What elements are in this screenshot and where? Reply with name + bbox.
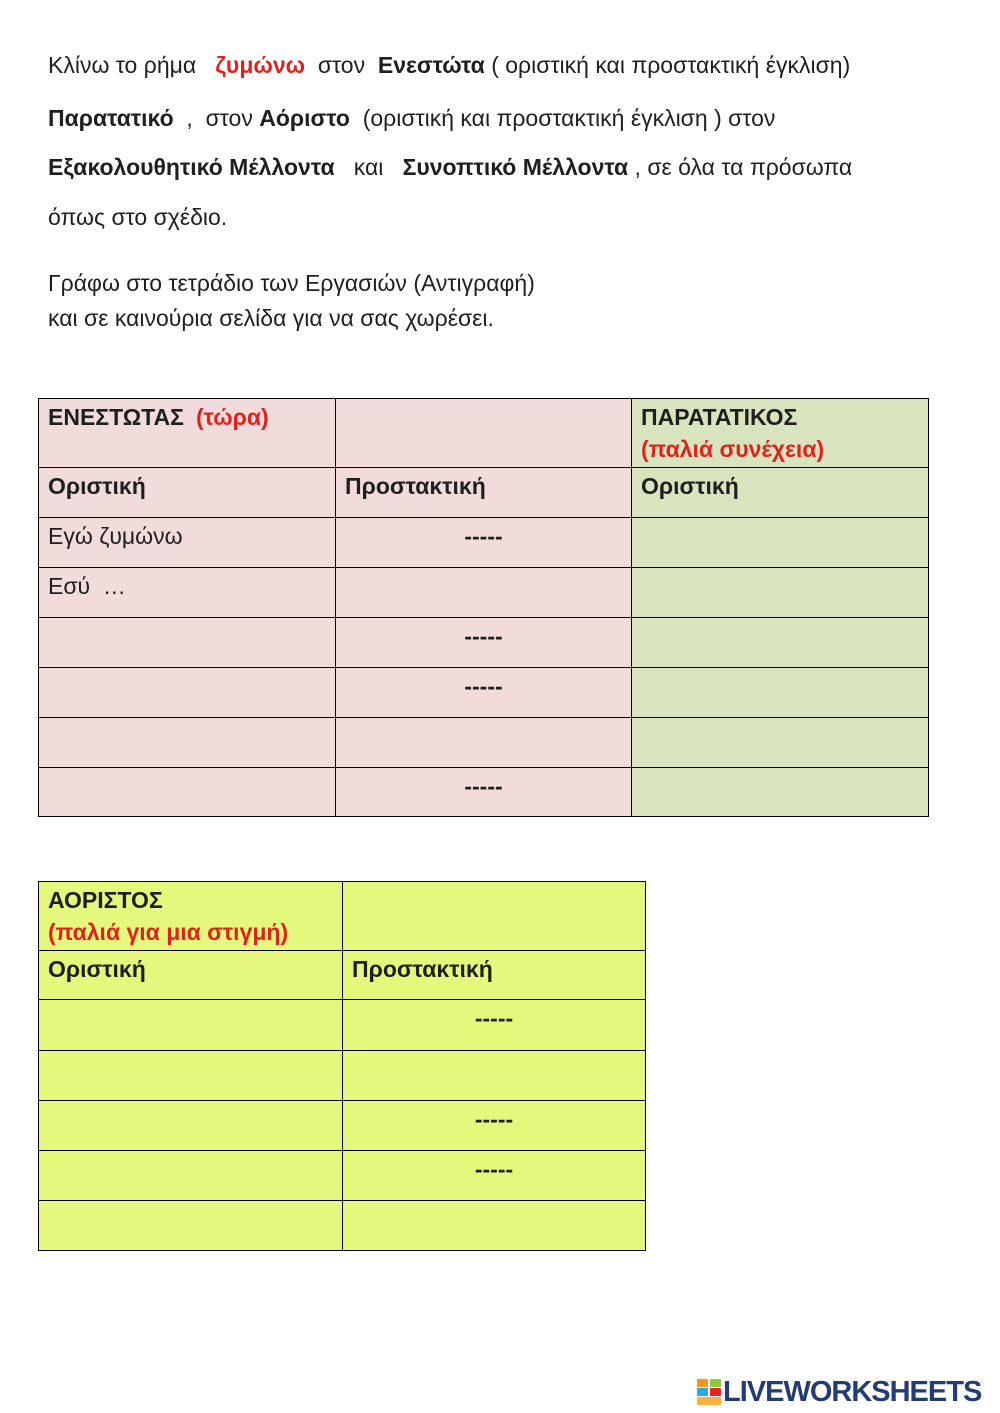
empty-header-cell — [343, 882, 646, 951]
aorist-title: ΑΟΡΙΣΤΟΣ — [48, 887, 163, 913]
table-subheader-row — [39, 951, 646, 1000]
tense-name: Εξακολουθητικό Μέλλοντα — [48, 154, 335, 180]
aorist-indicative-cell — [39, 1101, 343, 1151]
present-indicative-cell — [39, 668, 336, 718]
table-row — [39, 1151, 646, 1201]
aorist-indicative-header: Οριστική — [39, 951, 343, 1000]
present-imperative-cell: ----- — [336, 518, 632, 568]
imperfect-header-cell — [632, 399, 929, 468]
imperfect-indicative-cell — [632, 518, 929, 568]
liveworksheets-logo-text: LIVEWORKSHEETS — [723, 1376, 982, 1408]
imperfect-indicative-header: Οριστική — [632, 468, 929, 518]
instruction-text: και — [334, 154, 403, 180]
table-row — [39, 1201, 646, 1251]
present-imperative-cell: ----- — [336, 768, 632, 817]
table-row — [39, 718, 929, 768]
aorist-imperative-cell — [343, 1051, 646, 1101]
present-indicative-cell — [39, 768, 336, 817]
aorist-table-body — [39, 882, 646, 1251]
imperfect-indicative-cell — [632, 568, 929, 618]
instruction-text: , σε όλα τα πρόσωπα — [628, 154, 853, 180]
liveworksheets-logo-icon — [697, 1379, 721, 1405]
table-row — [39, 618, 929, 668]
present-imperative-cell — [336, 718, 632, 768]
instruction-text: ( οριστική και προστακτική έγκλιση) — [484, 52, 851, 78]
table-row — [39, 768, 929, 817]
instruction-text: στον — [305, 52, 378, 78]
table-row — [39, 1000, 646, 1051]
present-imperative-cell: ----- — [336, 618, 632, 668]
table-row — [39, 668, 929, 718]
instruction-line-3 — [48, 151, 852, 183]
table-row — [39, 518, 929, 568]
present-indicative-cell — [39, 718, 336, 768]
imperfect-indicative-cell — [632, 618, 929, 668]
imperfect-indicative-cell — [632, 768, 929, 817]
present-indicative-cell: Εσύ … — [39, 568, 336, 618]
aorist-indicative-cell — [39, 1151, 343, 1201]
aorist-imperative-cell: ----- — [343, 1000, 646, 1051]
instruction-line-1 — [48, 49, 850, 81]
aorist-indicative-cell — [39, 1051, 343, 1101]
present-title: ΕΝΕΣΤΩΤΑΣ — [48, 404, 184, 430]
imperfect-indicative-cell — [632, 718, 929, 768]
table-row — [39, 1051, 646, 1101]
present-imperfect-table — [38, 398, 929, 817]
table-row — [39, 1101, 646, 1151]
instruction-text: Κλίνω το ρήμα — [48, 52, 216, 78]
aorist-indicative-cell — [39, 1201, 343, 1251]
table-subheader-row — [39, 468, 929, 518]
tense-name: Ενεστώτα — [377, 52, 485, 78]
aorist-imperative-cell — [343, 1201, 646, 1251]
table-row — [39, 568, 929, 618]
present-imperfect-table-body — [39, 399, 929, 817]
imperfect-note: (παλιά συνέχεια) — [641, 436, 825, 462]
imperfect-title: ΠΑΡΑΤΑΤΙΚΟΣ — [641, 404, 798, 430]
table-header-row — [39, 882, 646, 951]
aorist-note: (παλιά για μια στιγμή) — [48, 919, 289, 945]
aorist-header-cell — [39, 882, 343, 951]
aorist-indicative-cell — [39, 1000, 343, 1051]
copy-note-line-2: και σε καινούρια σελίδα για να σας χωρέσει. — [48, 305, 494, 331]
tense-name: Παρατατικό — [48, 105, 174, 131]
aorist-imperative-cell: ----- — [343, 1151, 646, 1201]
present-imperative-cell — [336, 568, 632, 618]
instruction-text: (οριστική και προστακτική έγκλιση ) στον — [349, 105, 776, 131]
tense-name: Αόριστο — [259, 105, 350, 131]
present-imperative-cell: ----- — [336, 668, 632, 718]
aorist-table — [38, 881, 646, 1251]
present-indicative-cell: Εγώ ζυμώνω — [39, 518, 336, 568]
present-header-cell — [39, 399, 336, 468]
imperfect-indicative-cell — [632, 668, 929, 718]
liveworksheets-logo — [697, 1377, 981, 1407]
table-header-row — [39, 399, 929, 468]
verb-highlight: ζυμώνω — [215, 52, 306, 78]
tense-name: Συνοπτικό Μέλλοντα — [402, 154, 629, 180]
instruction-line-2 — [48, 102, 775, 134]
copy-note-line-1: Γράφω στο τετράδιο των Εργασιών (Αντιγραφή) — [48, 270, 535, 296]
present-indicative-cell — [39, 618, 336, 668]
aorist-imperative-header: Προστακτική — [343, 951, 646, 1000]
aorist-imperative-cell: ----- — [343, 1101, 646, 1151]
instruction-line-4: όπως στο σχέδιο. — [48, 204, 228, 230]
present-imperative-header: Προστακτική — [336, 468, 632, 518]
present-indicative-header: Οριστική — [39, 468, 336, 518]
instruction-text: , στον — [173, 105, 260, 131]
empty-header-cell — [336, 399, 632, 468]
present-note: (τώρα) — [195, 404, 269, 430]
